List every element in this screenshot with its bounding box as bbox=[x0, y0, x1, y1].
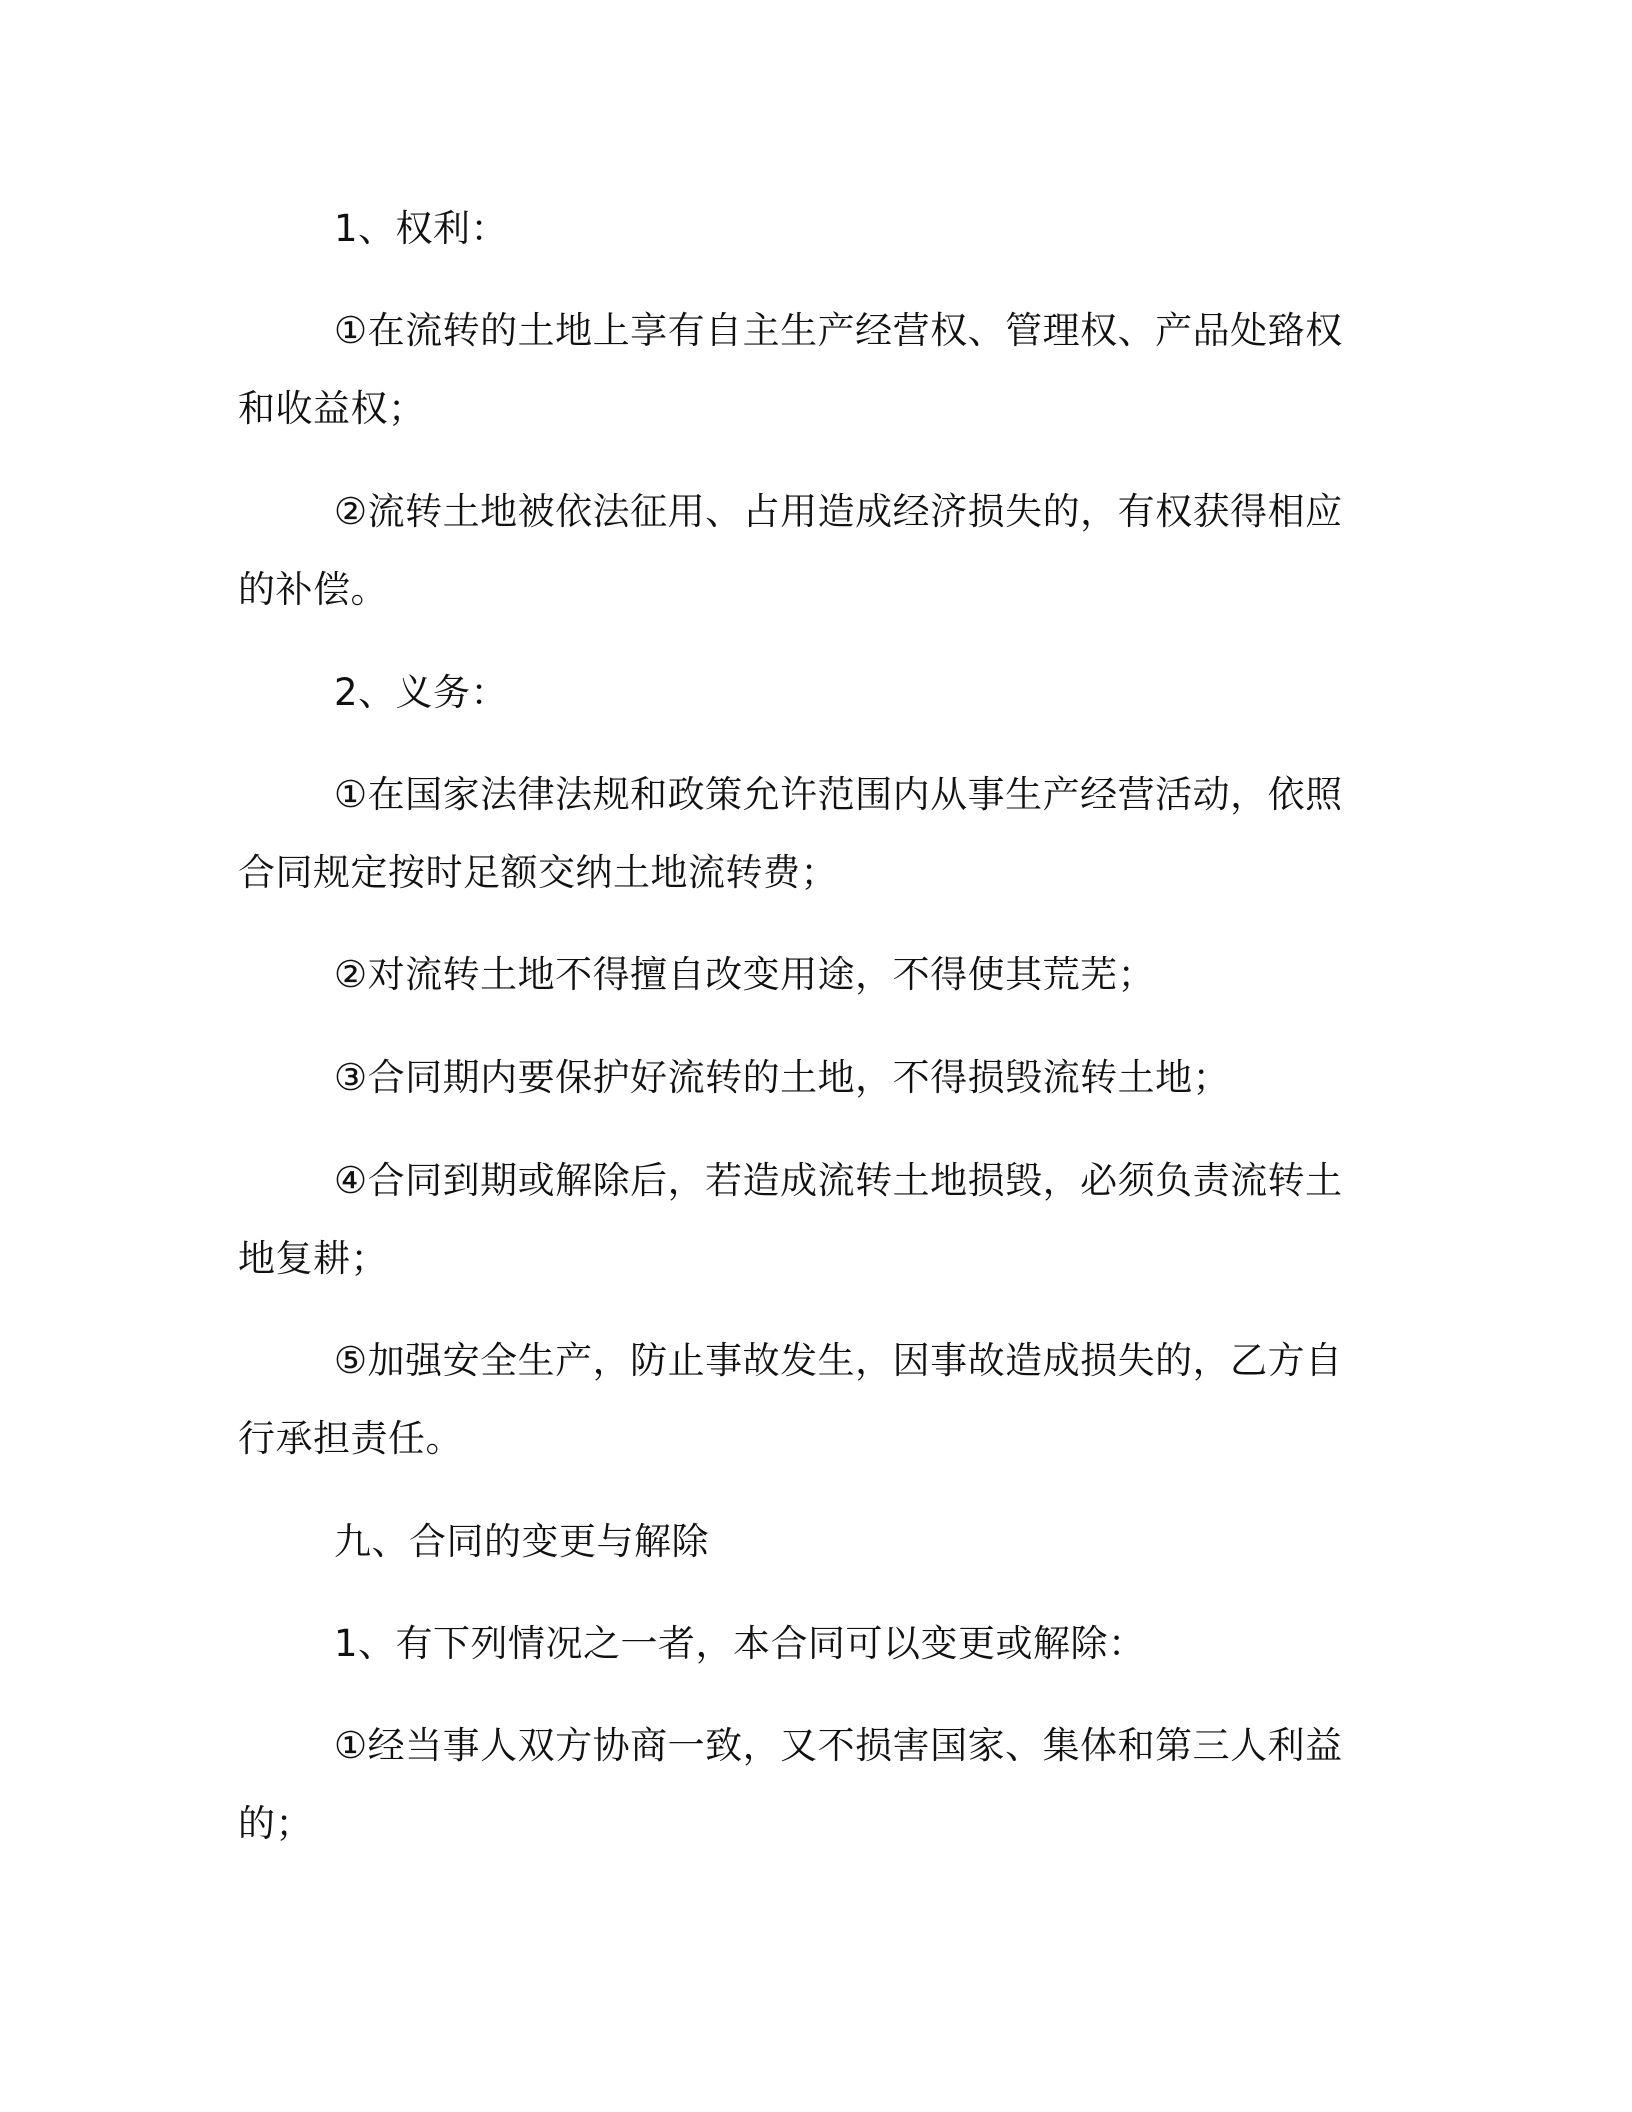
obligations-item-2: ②对流转土地不得擅自改变用途，不得使其荒芜； bbox=[334, 953, 1156, 996]
obligations-item-5: ⑤加强安全生产，防止事故发生，因事故造成损失的，乙方自行承担责任。 bbox=[238, 1339, 1343, 1460]
section-9-clause-1-item-1: ①经当事人双方协商一致，又不损害国家、集体和第三人利益的； bbox=[238, 1724, 1343, 1845]
rights-item-1: ①在流转的土地上享有自主生产经营权、管理权、产品处臵权和收益权； bbox=[238, 309, 1343, 430]
obligations-item-3: ③合同期内要保护好流转的土地，不得损毁流转土地； bbox=[334, 1056, 1231, 1099]
section-9-heading: 九、合同的变更与解除 bbox=[334, 1520, 709, 1563]
obligations-item-1: ①在国家法律法规和政策允许范围内从事生产经营活动，依照合同规定按时足额交纳土地流转费； bbox=[238, 773, 1343, 894]
obligations-heading: 2、义务： bbox=[334, 671, 509, 714]
obligations-item-4: ④合同到期或解除后，若造成流转土地损毁，必须负责流转土地复耕； bbox=[238, 1159, 1343, 1280]
document-body bbox=[238, 190, 1374, 1863]
section-9-clause-1: 1、有下列情况之一者，本合同可以变更或解除： bbox=[334, 1622, 1146, 1665]
rights-heading: 1、权利： bbox=[334, 207, 509, 250]
rights-item-2: ②流转土地被依法征用、占用造成经济损失的，有权获得相应的补偿。 bbox=[238, 490, 1343, 611]
